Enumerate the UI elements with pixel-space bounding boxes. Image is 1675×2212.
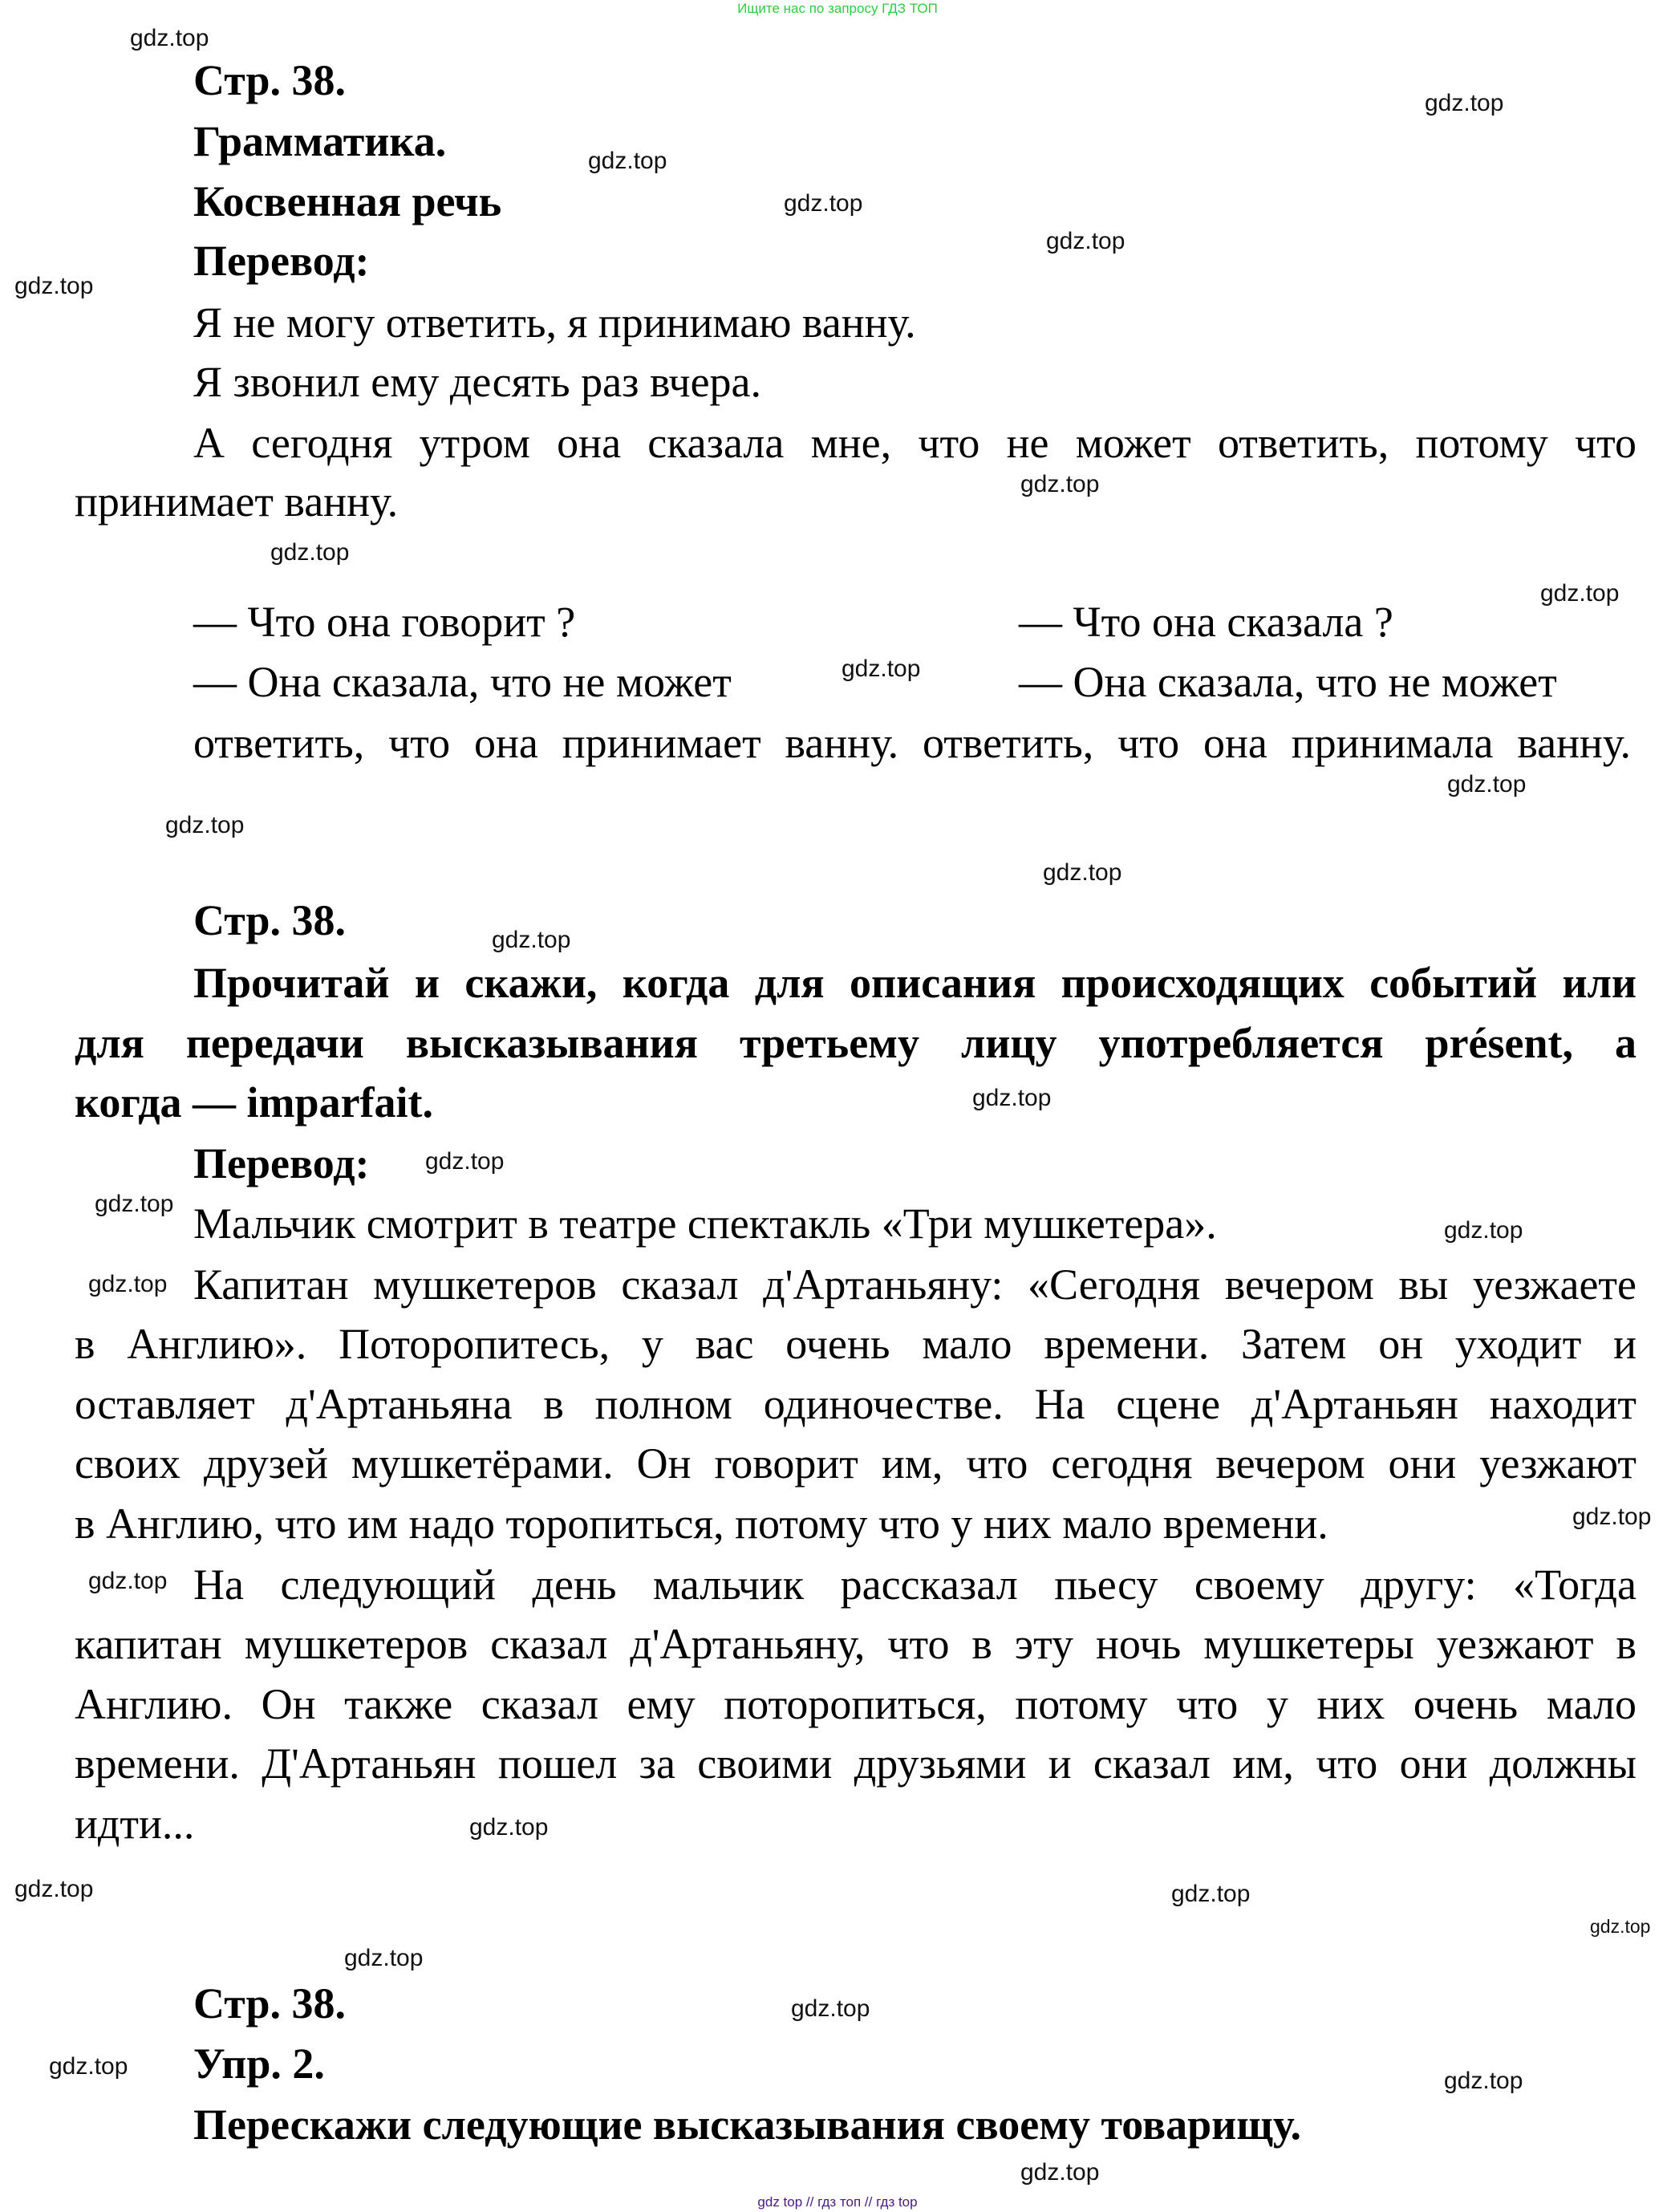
watermark: gdz.top [130, 25, 209, 51]
watermark: gdz.top [88, 1568, 168, 1594]
paragraph-line: времени. Д'Артаньян пошел за своими друзьями и сказал им, что они должны [75, 1739, 1636, 1788]
page-heading: Стр. 38. [193, 1979, 347, 2027]
task-line: для передачи высказывания третьему лицу употребляется présent, а [75, 1019, 1636, 1067]
paragraph-line: в Англию, что им надо торопиться, потому что у них мало времени. [75, 1500, 1328, 1548]
translation-label: Перевод: [193, 237, 370, 285]
footer-banner[interactable]: gdz top // гдз топ // гдз top [757, 2194, 918, 2210]
watermark: gdz.top [1447, 771, 1527, 798]
dialog-left-line: — Она сказала, что не может [193, 658, 732, 706]
dialog-right-line: — Что она сказала ? [1019, 598, 1393, 646]
page-heading: Стр. 38. [193, 56, 347, 104]
paragraph-line: Мальчик смотрит в театре спектакль «Три мушкетера». [193, 1199, 1217, 1248]
watermark: gdz.top [1171, 1881, 1251, 1907]
watermark: gdz.top [1020, 2159, 1100, 2186]
watermark: gdz.top [95, 1191, 174, 1217]
watermark: gdz.top [1046, 228, 1125, 254]
paragraph-line: На следующий день мальчик рассказал пьесу своему другу: «Тогда [193, 1561, 1636, 1609]
paragraph-line: Англию. Он также сказал ему поторопиться, потому что у них очень мало [75, 1680, 1636, 1728]
paragraph-line: Я не могу ответить, я принимаю ванну. [193, 298, 916, 347]
watermark: gdz.top [1425, 90, 1504, 116]
task-line: Перескажи следующие высказывания своему товарищу. [193, 2100, 1301, 2149]
watermark: gdz.top [344, 1945, 424, 1971]
watermark: gdz.top [14, 273, 94, 299]
watermark: gdz.top [88, 1271, 168, 1297]
paragraph-line: принимает ванну. [75, 477, 399, 526]
paragraph-line: Я звонил ему десять раз вчера. [193, 358, 762, 406]
page-heading: Стр. 38. [193, 896, 347, 944]
watermark: gdz.top [1572, 1504, 1652, 1530]
dialog-left-line: — Что она говорит ? [193, 598, 576, 646]
watermark: gdz.top [14, 1876, 94, 1902]
paragraph-line: идти... [75, 1800, 195, 1848]
paragraph-line: своих друзей мушкетёрами. Он говорит им, что сегодня вечером они уезжают [75, 1439, 1636, 1488]
watermark: gdz.top [588, 148, 667, 174]
paragraph-line: А сегодня утром она сказала мне, что не может ответить, потому что [193, 419, 1636, 467]
paragraph-line: капитан мушкетеров сказал д'Артаньяну, что в эту ночь мушкетеры уезжают в [75, 1620, 1636, 1668]
paragraph-line: Капитан мушкетеров сказал д'Артаньяну: «Сегодня вечером вы уезжаете [193, 1260, 1636, 1309]
watermark: gdz.top [492, 927, 571, 953]
watermark: gdz.top [784, 190, 863, 217]
watermark: gdz.top [972, 1085, 1052, 1111]
watermark: gdz.top [1020, 471, 1100, 497]
watermark: gdz.top [1043, 859, 1122, 886]
task-line: Прочитай и скажи, когда для описания происходящих событий или [193, 959, 1636, 1007]
exercise-heading: Упр. 2. [193, 2040, 325, 2088]
watermark: gdz.top [425, 1148, 505, 1175]
watermark: gdz.top [842, 655, 921, 682]
watermark: gdz.top [270, 539, 350, 566]
section-title: Грамматика. [193, 117, 447, 165]
task-line: когда — imparfait. [75, 1078, 434, 1126]
watermark: gdz.top [791, 1995, 870, 2022]
paragraph-line: оставляет д'Артаньяна в полном одиночестве. На сцене д'Артаньян находит [75, 1380, 1636, 1428]
header-banner[interactable]: Ищите нас по запросу ГДЗ ТОП [737, 1, 938, 16]
watermark: gdz.top [1540, 580, 1620, 607]
watermark: gdz.top [1444, 2068, 1523, 2094]
translation-label: Перевод: [193, 1139, 370, 1187]
dialog-tail: ответить, что она принимает ванну. ответить, что она принимала ванну. [193, 719, 1631, 767]
watermark: gdz.top [165, 812, 245, 838]
watermark: gdz.top [1590, 1916, 1651, 1937]
section-subtitle: Косвенная речь [193, 177, 502, 225]
watermark: gdz.top [49, 2053, 128, 2080]
paragraph-line: в Англию». Поторопитесь, у вас очень мало времени. Затем он уходит и [75, 1320, 1636, 1368]
dialog-right-line: — Она сказала, что не может [1019, 658, 1557, 706]
watermark: gdz.top [469, 1814, 549, 1841]
watermark: gdz.top [1444, 1217, 1523, 1244]
